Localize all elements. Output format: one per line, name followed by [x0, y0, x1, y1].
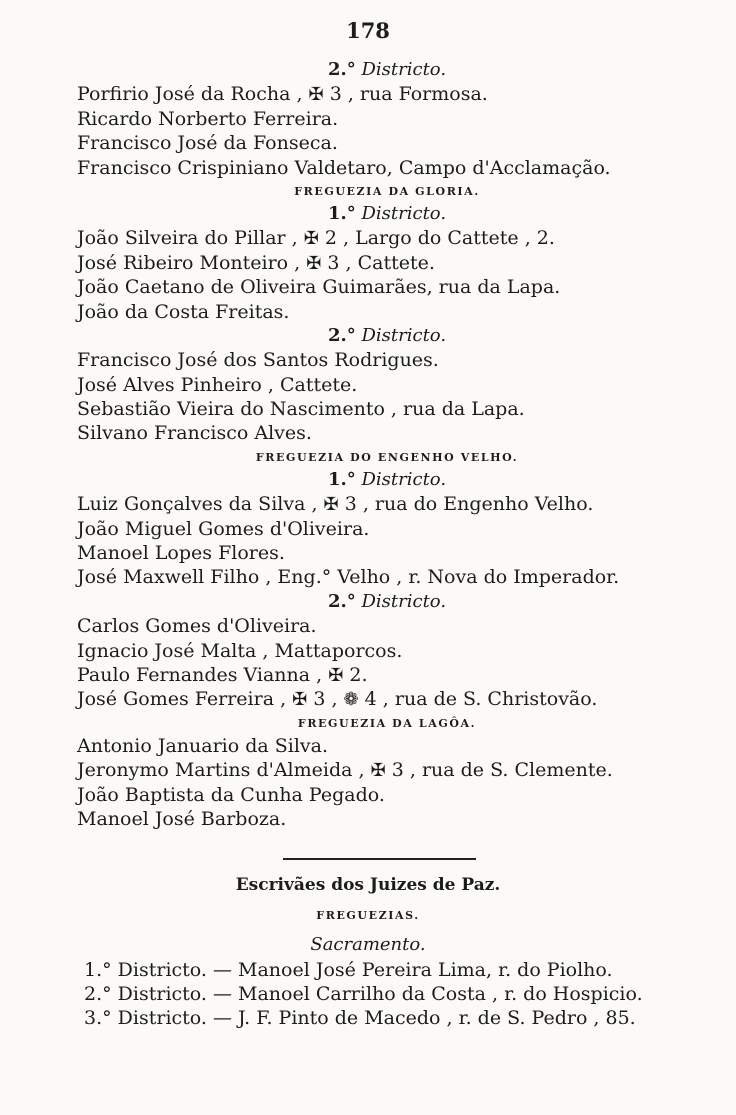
- clerk-entry: 1.° Districto. — Manoel José Pereira Lima, r. do Piolho.: [84, 959, 613, 981]
- official-entry: [77, 131, 697, 155]
- official-entry: [77, 82, 697, 106]
- district-label: Districto.: [361, 468, 447, 490]
- entry-detail: 2.: [349, 663, 368, 686]
- entry-name: Jeronymo Martins d'Almeida ,: [77, 759, 365, 782]
- entry-name: Paulo Fernandes Vianna ,: [77, 663, 323, 686]
- entry-name: José Maxwell Filho , Eng.° Velho , r. Nova do Imperador.: [77, 566, 620, 589]
- entry-name: João Caetano de Oliveira Guimarães, rua da Lapa.: [77, 276, 561, 299]
- parish-heading: FREGUEZIA DO ENGENHO VELHO.: [255, 450, 519, 464]
- entry-name: João Silveira do Pillar ,: [77, 227, 298, 250]
- section-parish: Sacramento.: [310, 934, 426, 955]
- cross-of-order-icon: ✠: [308, 84, 324, 106]
- official-entry: [77, 758, 697, 782]
- clerks-list: [84, 958, 684, 1030]
- official-entry: [77, 663, 697, 687]
- entry-detail: 3 ,: [313, 688, 338, 711]
- entry-name: José Ribeiro Monteiro ,: [77, 251, 301, 274]
- official-entry: [77, 226, 697, 250]
- entry-name: Sebastião Vieira do Nascimento , rua da Lapa.: [77, 398, 525, 421]
- district-heading: [77, 58, 697, 82]
- entry-name: José Gomes Ferreira ,: [77, 688, 287, 711]
- entry-name: Carlos Gomes d'Oliveira.: [77, 615, 317, 638]
- district-heading: [77, 590, 697, 614]
- cross-of-order-icon: ✠: [306, 252, 322, 274]
- clerks-section-header: [0, 868, 736, 960]
- district-heading: [77, 202, 697, 226]
- entry-name: João Baptista da Cunha Pegado.: [77, 783, 385, 806]
- official-entry: [77, 565, 697, 589]
- entry-detail: 3 , rua Formosa.: [329, 83, 488, 106]
- entry-name: Francisco Crispiniano Valdetaro, Campo d'Acclamação.: [77, 156, 611, 179]
- official-entry: [77, 107, 697, 131]
- official-entry: [77, 275, 697, 299]
- official-entry: [77, 300, 697, 324]
- section-subtitle: FREGUEZIAS.: [316, 909, 420, 922]
- parish-heading: FREGUEZIA DA GLORIA.: [294, 184, 480, 198]
- official-entry: [77, 517, 697, 541]
- official-entry: [77, 734, 697, 758]
- clerk-entry: 3.° Districto. — J. F. Pinto de Macedo , r. de S. Pedro , 85.: [84, 1007, 636, 1029]
- district-heading: [77, 324, 697, 348]
- clerk-entry: 2.° Districto. — Manoel Carrilho da Costa , r. do Hospicio.: [84, 983, 643, 1005]
- district-label: Districto.: [361, 590, 447, 612]
- cross-of-order-icon: ✠: [303, 228, 319, 250]
- official-entry: [77, 541, 697, 565]
- entry-name: Antonio Januario da Silva.: [77, 734, 329, 757]
- entry-detail: 3 , Cattete.: [327, 251, 435, 274]
- district-label: Districto.: [361, 324, 447, 346]
- official-entry: [77, 614, 697, 638]
- entry-name: Francisco José dos Santos Rodrigues.: [77, 349, 439, 372]
- entry-name: João da Costa Freitas.: [77, 300, 290, 323]
- official-entry: [77, 783, 697, 807]
- page-number: 178: [346, 18, 390, 43]
- rose-order-icon: ❁: [343, 689, 359, 711]
- official-list: [77, 58, 697, 831]
- entry-name: Ignacio José Malta , Mattaporcos.: [77, 639, 403, 662]
- district-label: Districto.: [361, 59, 447, 80]
- district-number: 1.°: [327, 468, 356, 490]
- official-entry: [77, 687, 697, 711]
- entry-name: Ricardo Norberto Ferreira.: [77, 107, 339, 130]
- district-number: 2.°: [327, 59, 356, 80]
- district-number: 2.°: [327, 590, 356, 612]
- district-number: 1.°: [327, 202, 356, 224]
- entry-name: Porfirio José da Rocha ,: [77, 83, 303, 106]
- entry-name: Luiz Gonçalves da Silva ,: [77, 493, 318, 516]
- official-entry: [77, 348, 697, 372]
- parish-heading: FREGUEZIA DA LAGÔA.: [297, 716, 477, 730]
- official-entry: [77, 156, 697, 180]
- official-entry: [77, 397, 697, 421]
- entry-name: Francisco José da Fonseca.: [77, 132, 338, 155]
- cross-of-order-icon: ✠: [292, 689, 308, 711]
- entry-detail: 2 , Largo do Cattete , 2.: [324, 227, 555, 250]
- entry-name: Manoel José Barboza.: [77, 807, 287, 830]
- cross-of-order-icon: ✠: [370, 760, 386, 782]
- entry-name: Silvano Francisco Alves.: [77, 422, 312, 445]
- entry-detail: 4 , rua de S. Christovão.: [364, 688, 598, 711]
- cross-of-order-icon: ✠: [328, 664, 344, 686]
- official-entry: [77, 421, 697, 445]
- official-entry: [77, 492, 697, 516]
- entry-detail: 3 , rua de S. Clemente.: [391, 759, 613, 782]
- official-entry: [77, 373, 697, 397]
- cross-of-order-icon: ✠: [323, 494, 339, 516]
- official-entry: [77, 807, 697, 831]
- section-title: Escrivães dos Juizes de Paz.: [235, 875, 501, 895]
- official-entry: [77, 639, 697, 663]
- entry-detail: 3 , rua do Engenho Velho.: [344, 493, 594, 516]
- entry-name: Manoel Lopes Flores.: [77, 542, 285, 565]
- entry-name: João Miguel Gomes d'Oliveira.: [77, 517, 370, 540]
- official-entry: [77, 251, 697, 275]
- section-divider: [283, 858, 476, 860]
- district-number: 2.°: [327, 324, 356, 346]
- district-label: Districto.: [361, 202, 447, 224]
- entry-name: José Alves Pinheiro , Cattete.: [77, 373, 358, 396]
- district-heading: [77, 468, 697, 492]
